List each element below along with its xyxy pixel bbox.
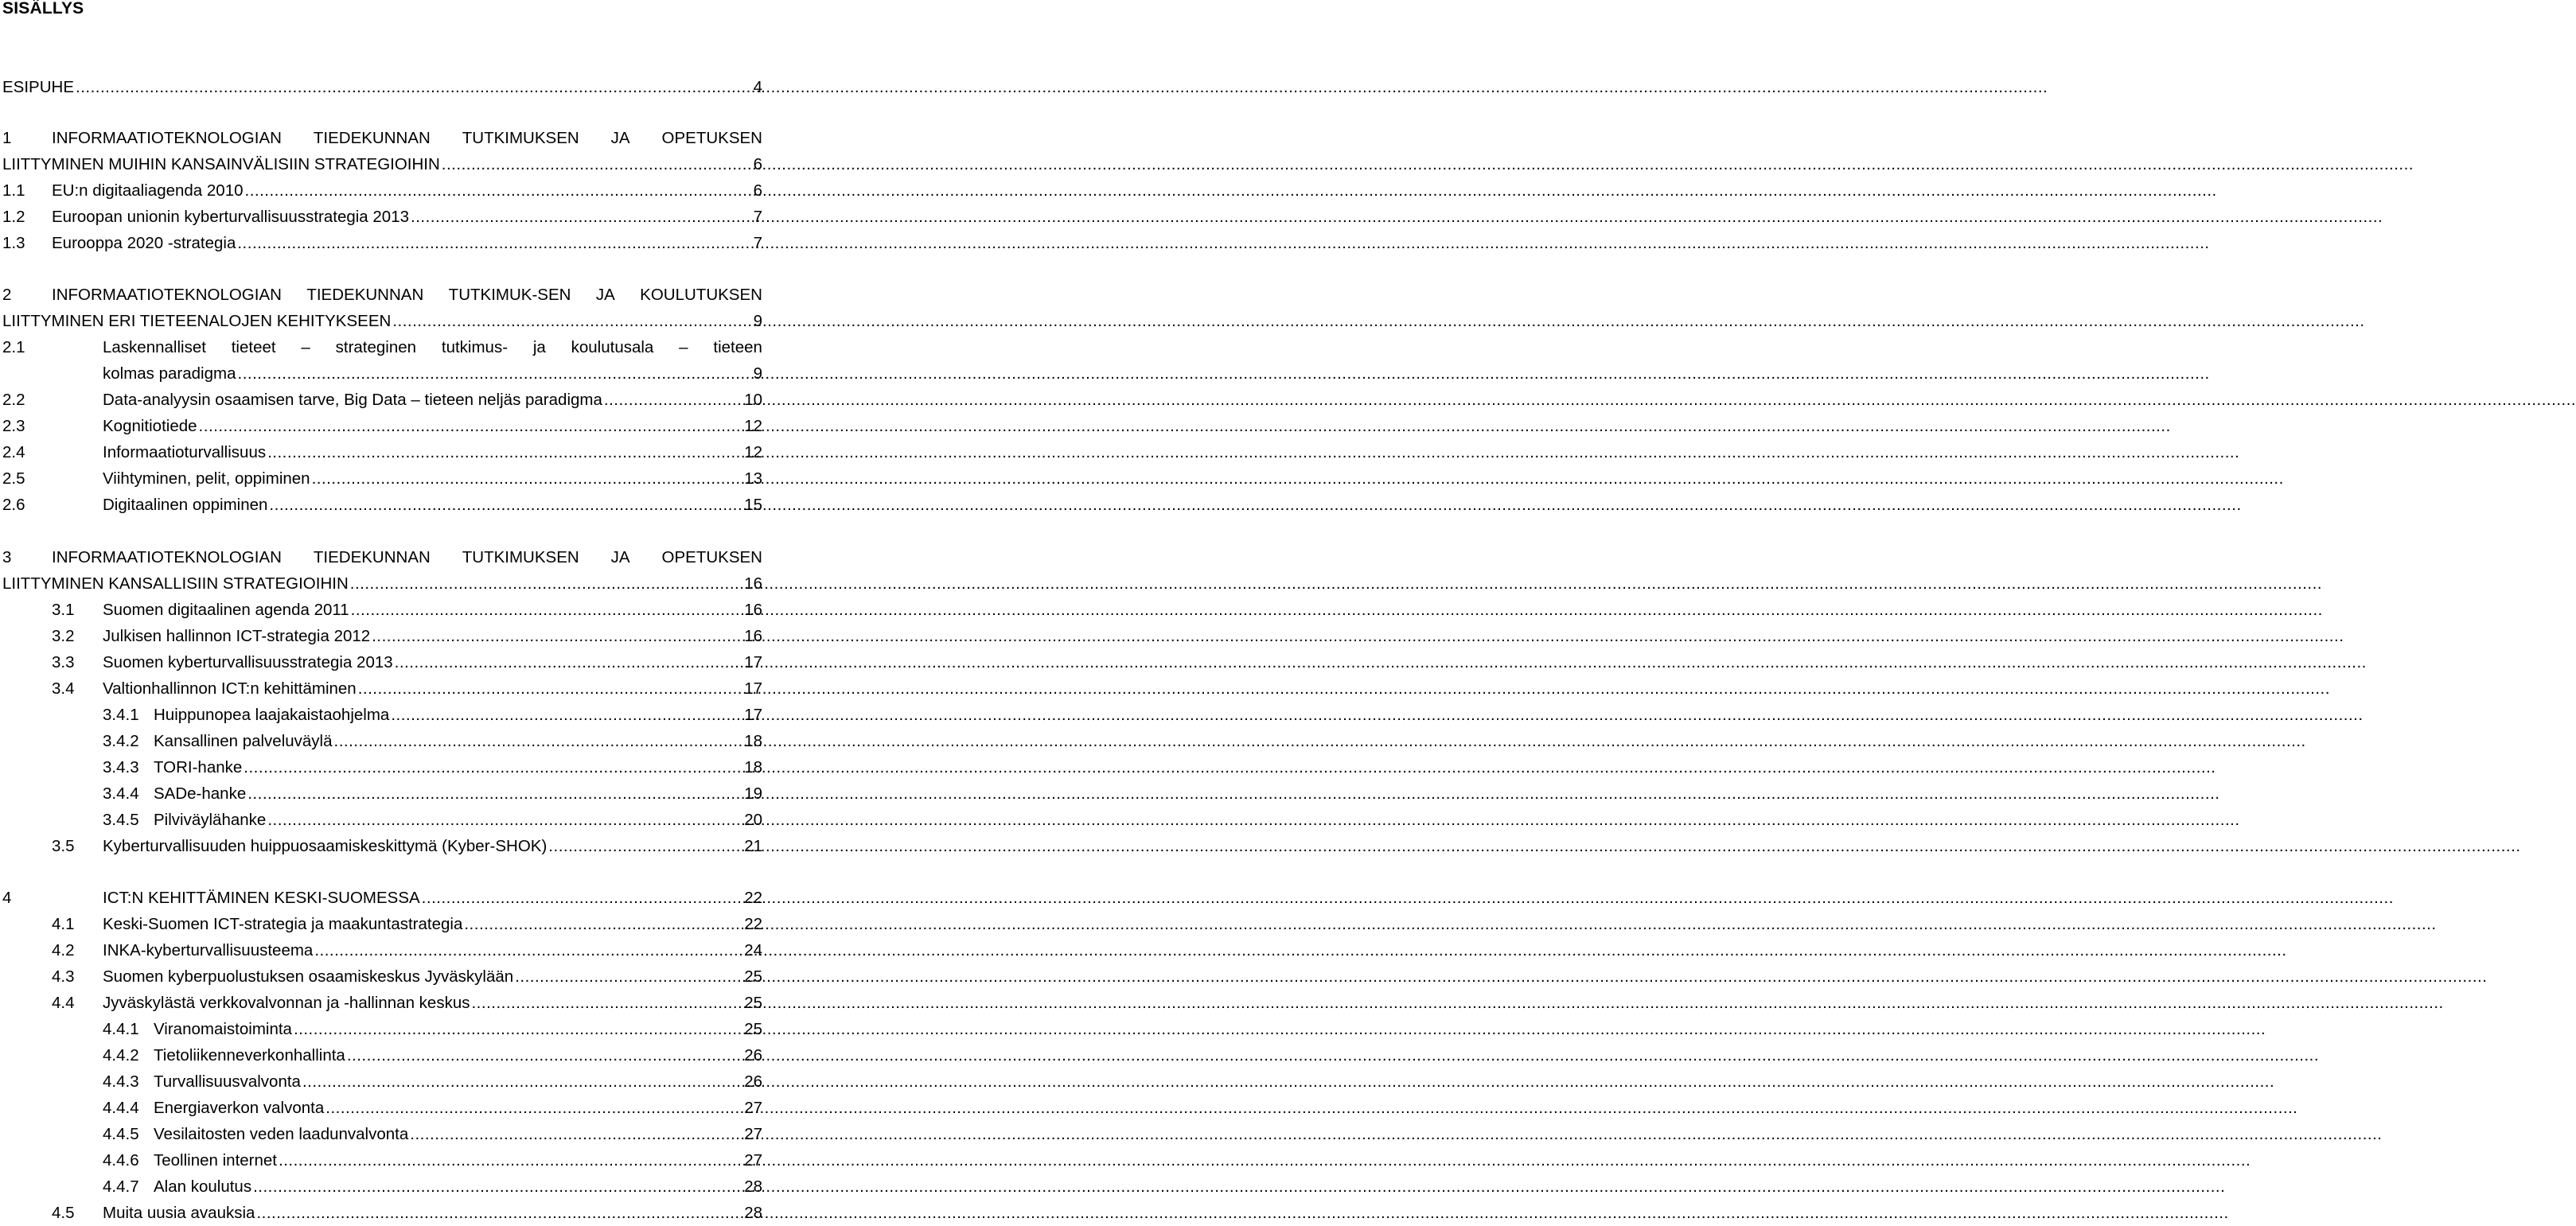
toc-entry-4-1[interactable] [52, 911, 762, 937]
toc-heading-word: tieteen [713, 338, 762, 356]
toc-entry-text: Digitaalinen oppiminen [103, 496, 268, 514]
toc-entry-text: Julkisen hallinnon ICT-strategia 2012 [103, 627, 371, 645]
toc-page-number: 15 [744, 496, 762, 514]
toc-section-number: 3.5 [52, 837, 75, 855]
toc-entry-2-4[interactable] [2, 439, 762, 465]
dot-leader [294, 1016, 742, 1042]
toc-page-number: 17 [744, 653, 762, 671]
dot-leader [279, 1147, 742, 1173]
toc-heading-word: INFORMAATIOTEKNOLOGIAN [52, 286, 282, 304]
toc-page-number: 19 [744, 784, 762, 803]
toc-chapter-heading-line[interactable] [2, 282, 762, 308]
toc-entry-text: Euroopan unionin kyberturvallisuusstrategia 2013 [52, 208, 410, 226]
toc-entry-text: Kyberturvallisuuden huippuosaamiskeskittymä (Kyber-SHOK) [103, 837, 548, 855]
toc-page-number: 27 [744, 1099, 762, 1117]
toc-section-number: 4.4.1 [103, 1020, 139, 1038]
dot-leader [464, 911, 742, 937]
dot-leader [548, 833, 742, 859]
toc-section-number: 3.4.1 [103, 706, 139, 724]
toc-heading-word: JA [595, 286, 615, 304]
toc-entry-text: Turvallisuusvalvonta [154, 1072, 301, 1091]
toc-entry-4-4-1[interactable] [103, 1016, 762, 1042]
toc-entry-text: LIITTYMINEN MUIHIN KANSAINVÄLISIIN STRATEGIOIHIN [2, 155, 440, 173]
toc-page-number: 18 [744, 758, 762, 776]
toc-section-number: 4.4.2 [103, 1046, 139, 1064]
dot-leader [351, 597, 743, 623]
dot-leader [350, 570, 742, 597]
toc-heading-word: tieteet [231, 338, 276, 356]
toc-entry-text: LIITTYMINEN KANSALLISIIN STRATEGIOIHIN [2, 574, 349, 593]
toc-entry-4-4-2[interactable] [103, 1042, 762, 1068]
toc-section-number: 1.3 [2, 234, 25, 252]
toc-entry-text: kolmas paradigma [103, 364, 236, 383]
toc-section-number: 1.1 [2, 181, 25, 200]
toc-entry-text: Alan koulutus [154, 1177, 252, 1196]
toc-heading-word: JA [610, 129, 630, 147]
toc-entry-3-1[interactable] [52, 597, 762, 623]
toc-entry-3-3[interactable] [52, 649, 762, 675]
dot-leader [411, 204, 752, 230]
toc-chapter-number: 4 [2, 889, 12, 907]
toc-entry-2-3[interactable] [2, 413, 762, 439]
toc-page-number: 10 [744, 391, 762, 409]
toc-chapter-number: 3 [2, 548, 12, 566]
dot-leader [442, 151, 752, 177]
toc-section-number: 4.4.3 [103, 1072, 139, 1091]
toc-entry-2-1[interactable] [103, 360, 762, 387]
toc-section-number: 2.4 [2, 443, 25, 461]
toc-chapter-number: 1 [2, 129, 12, 147]
toc-heading-word: TIEDEKUNNAN [313, 129, 431, 147]
toc-entry-2-6[interactable] [2, 492, 762, 518]
dot-leader [238, 360, 752, 387]
toc-entry-text: Suomen digitaalinen agenda 2011 [103, 601, 349, 619]
toc-entry-3-4[interactable] [52, 675, 762, 702]
dot-leader [237, 230, 751, 256]
toc-entry-3-5[interactable] [52, 833, 762, 859]
toc-page-number: 26 [744, 1046, 762, 1064]
toc-entry-1-1[interactable] [2, 177, 762, 204]
toc-section-number: 4.3 [52, 967, 75, 986]
page-title: SISÄLLYS [2, 0, 84, 18]
toc-entry-text: Vesilaitosten veden laadunvalvonta [154, 1125, 409, 1143]
toc-section-number: 3.4.2 [103, 732, 139, 750]
toc-entry-text: INKA-kyberturvallisuusteema [103, 941, 314, 959]
toc-heading-word: TUTKIMUKSEN [462, 129, 579, 147]
toc-section-number: 3.4.4 [103, 784, 139, 803]
toc-entry-text: EU:n digitaaliagenda 2010 [52, 181, 244, 200]
toc-entry-4-4[interactable] [52, 990, 762, 1016]
toc-entry-text: Viihtyminen, pelit, oppiminen [103, 469, 310, 488]
toc-section-number: 3.2 [52, 627, 75, 645]
toc-section-number: 3.1 [52, 601, 75, 619]
toc-entry-4-4-4[interactable] [103, 1095, 762, 1121]
toc-heading-word: INFORMAATIOTEKNOLOGIAN [52, 548, 282, 566]
toc-page-number: 22 [744, 889, 762, 907]
toc-page-number: 7 [753, 208, 762, 226]
toc-entry-text: Tietoliikenneverkonhallinta [154, 1046, 345, 1064]
toc-entry-4-5[interactable] [52, 1200, 762, 1226]
toc-entry-text: Kansallinen palveluväylä [154, 732, 333, 750]
toc-entry-text: Keski-Suomen ICT-strategia ja maakuntastrategia [103, 915, 463, 933]
dot-leader [422, 885, 743, 911]
toc-section-number: 3.4.5 [103, 811, 139, 829]
toc-page-number: 25 [744, 994, 762, 1012]
toc-section-number: 4.5 [52, 1204, 75, 1222]
toc-heading-word: – [301, 338, 310, 356]
dot-leader [515, 963, 742, 990]
toc-heading-word: INFORMAATIOTEKNOLOGIAN [52, 129, 282, 147]
toc-page-number: 25 [744, 1020, 762, 1038]
toc-section-number: 3.4.3 [103, 758, 139, 776]
toc-heading-word: koulutusala [571, 338, 654, 356]
toc-page-number: 18 [744, 732, 762, 750]
toc-heading-word: – [679, 338, 688, 356]
toc-entry-1-3[interactable] [2, 230, 762, 256]
toc-page-number: 24 [744, 941, 762, 959]
toc-section-number: 2.1 [2, 338, 25, 356]
toc-entry-text: TORI-hanke [154, 758, 243, 776]
toc-heading-word: TIEDEKUNNAN [313, 548, 431, 566]
toc-entry-4-4-7[interactable] [103, 1173, 762, 1200]
toc-entry-text: ESIPUHE [2, 78, 74, 96]
dot-leader [334, 728, 743, 754]
toc-page-number: 25 [744, 967, 762, 986]
dot-leader [395, 649, 743, 675]
toc-page-number: 12 [744, 417, 762, 435]
toc-entry-4-4-6[interactable] [103, 1147, 762, 1173]
dot-leader [302, 1068, 742, 1095]
dot-leader [325, 1095, 742, 1121]
toc-section-number: 2.6 [2, 496, 25, 514]
toc-entry-3-4-3[interactable] [103, 754, 762, 780]
dot-leader [372, 623, 742, 649]
toc-entry-3-4-4[interactable] [103, 780, 762, 807]
toc-page-number: 16 [744, 601, 762, 619]
dot-leader [269, 492, 742, 518]
toc-heading-word: TIEDEKUNNAN [306, 286, 424, 304]
dot-leader [256, 1200, 742, 1226]
toc-page-number: 4 [753, 78, 762, 96]
toc-entry-text: Eurooppa 2020 -strategia [52, 234, 236, 252]
toc-entry-2-2[interactable] [2, 387, 762, 413]
toc-section-number: 4.4.4 [103, 1099, 139, 1117]
toc-section-number: 4.2 [52, 941, 75, 959]
toc-heading-word: TUTKIMUK-SEN [448, 286, 571, 304]
toc-entry-text: Suomen kyberturvallisuusstrategia 2013 [103, 653, 393, 671]
dot-leader [391, 702, 742, 728]
toc-section-number: 4.4.6 [103, 1151, 139, 1170]
toc-page-number: 16 [744, 574, 762, 593]
toc-chapter-number: 2 [2, 286, 12, 304]
toc-section-number: 2.3 [2, 417, 25, 435]
toc-entry-3-2[interactable] [52, 623, 762, 649]
toc-entry-text: Energiaverkon valvonta [154, 1099, 325, 1117]
dot-leader [253, 1173, 742, 1200]
dot-leader [392, 308, 751, 334]
dot-leader [245, 177, 752, 204]
toc-entry-4-3[interactable] [52, 963, 762, 990]
dot-leader [314, 937, 742, 963]
toc-page-number: 20 [744, 811, 762, 829]
toc-page-number: 27 [744, 1125, 762, 1143]
toc-page-number: 9 [753, 364, 762, 383]
dot-leader [347, 1042, 742, 1068]
toc-page-number: 26 [744, 1072, 762, 1091]
toc-page-number: 28 [744, 1177, 762, 1196]
dot-leader [267, 807, 742, 833]
dot-leader [312, 465, 743, 492]
dot-leader [358, 675, 742, 702]
toc-entry-chapter-4[interactable] [2, 885, 762, 911]
toc-section-number: 3.3 [52, 653, 75, 671]
toc-section-number: 4.4.5 [103, 1125, 139, 1143]
dot-leader [244, 754, 742, 780]
toc-entry-chapter-2[interactable] [2, 308, 762, 334]
toc-section-number: 2.2 [2, 391, 25, 409]
toc-entry-4-2[interactable] [52, 937, 762, 963]
toc-page-number: 6 [753, 181, 762, 200]
toc-entry-text: Data-analyysin osaamisen tarve, Big Data – tieteen neljäs paradigma [103, 391, 602, 409]
toc-entry-text: Suomen kyberpuolustuksen osaamiskeskus Jyväskylään [103, 967, 514, 986]
toc-entry-text: Huippunopea laajakaistaohjelma [154, 706, 390, 724]
dot-leader [410, 1121, 742, 1147]
toc-page-number: 7 [753, 234, 762, 252]
toc-entry-esipuhe[interactable] [2, 74, 762, 100]
toc-page-number: 28 [744, 1204, 762, 1222]
toc-page-number: 17 [744, 706, 762, 724]
toc-chapter-heading-line[interactable] [2, 125, 762, 151]
toc-entry-2-5[interactable] [2, 465, 762, 492]
toc-page-number: 6 [753, 155, 762, 173]
toc-entry-text: Informaatioturvallisuus [103, 443, 267, 461]
toc-heading-word: TUTKIMUKSEN [462, 548, 579, 566]
toc-entry-4-4-5[interactable] [103, 1121, 762, 1147]
toc-page-number: 17 [744, 679, 762, 698]
toc-entry-text: Jyväskylästä verkkovalvonnan ja -hallinnan keskus [103, 994, 470, 1012]
toc-entry-3-4-2[interactable] [103, 728, 762, 754]
toc-entry-text: Viranomaistoiminta [154, 1020, 292, 1038]
toc-entry-text: Muita uusia avauksia [103, 1204, 255, 1222]
toc-section-number: 4.1 [52, 915, 75, 933]
toc-heading-word: strateginen [335, 338, 417, 356]
toc-entry-text: Teollinen internet [154, 1151, 277, 1170]
toc-entry-2-1-line1[interactable] [2, 334, 762, 360]
toc-section-number: 4.4.7 [103, 1177, 139, 1196]
toc-entry-text: Pilviväylähanke [154, 811, 267, 829]
toc-section-number: 1.2 [2, 208, 25, 226]
toc-entry-chapter-3[interactable] [2, 570, 762, 597]
toc-heading-word: KOULUTUKSEN [640, 286, 762, 304]
toc-entry-1-2[interactable] [2, 204, 762, 230]
toc-heading-word: OPETUKSEN [661, 548, 762, 566]
toc-section-number: 3.4 [52, 679, 75, 698]
dot-leader [76, 74, 752, 100]
toc-page-number: 9 [753, 312, 762, 330]
toc-heading-word: ja [532, 338, 546, 356]
toc-entry-text: SADe-hanke [154, 784, 247, 803]
dot-leader [471, 990, 742, 1016]
toc-entry-text: Kognitiotiede [103, 417, 197, 435]
dot-leader [199, 413, 743, 439]
toc-entry-text: Valtionhallinnon ICT:n kehittäminen [103, 679, 357, 698]
toc-section-number: 4.4 [52, 994, 75, 1012]
toc-entry-text: LIITTYMINEN ERI TIETEENALOJEN KEHITYKSEEN [2, 312, 392, 330]
toc-heading-word: tutkimus- [441, 338, 509, 356]
toc-page-number: 13 [744, 469, 762, 488]
toc-entry-4-4-3[interactable] [103, 1068, 762, 1095]
toc-entry-3-4-5[interactable] [103, 807, 762, 833]
toc-section-number: 2.5 [2, 469, 25, 488]
toc-entry-chapter-1[interactable] [2, 151, 762, 177]
toc-page-number: 12 [744, 443, 762, 461]
toc-heading-word: JA [610, 548, 630, 566]
toc-entry-3-4-1[interactable] [103, 702, 762, 728]
toc-chapter-heading-line[interactable] [2, 544, 762, 570]
dot-leader [247, 780, 742, 807]
dot-leader [267, 439, 742, 465]
toc-page-number: 21 [744, 837, 762, 855]
toc-page-number: 22 [744, 915, 762, 933]
toc-entry-text: ICT:N KEHITTÄMINEN KESKI-SUOMESSA [103, 889, 420, 907]
toc-heading-word: OPETUKSEN [661, 129, 762, 147]
toc-page-number: 16 [744, 627, 762, 645]
toc-page-number: 27 [744, 1151, 762, 1170]
toc-heading-word: Laskennalliset [103, 338, 206, 356]
dot-leader [604, 387, 742, 413]
